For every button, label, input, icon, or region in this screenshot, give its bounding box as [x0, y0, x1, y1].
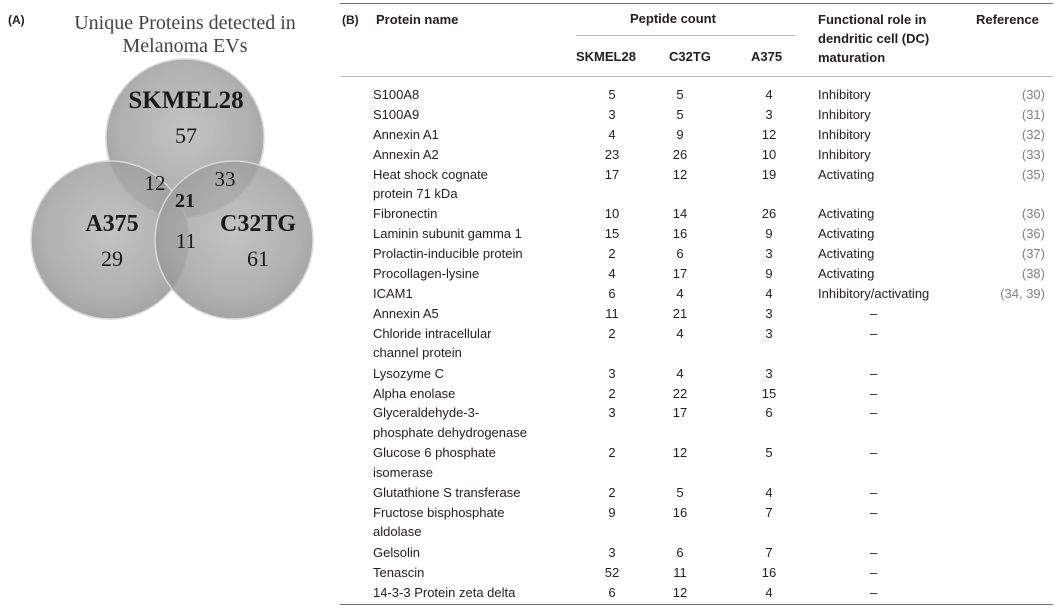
protein-name: Annexin A1 [373, 126, 439, 142]
peptide-count-c32tg: 5 [676, 106, 684, 122]
peptide-count-c32tg: 17 [672, 266, 688, 282]
header-protein-name: Protein name [376, 12, 459, 27]
functional-role: – [870, 325, 878, 341]
table-bottom-rule [340, 604, 1053, 605]
peptide-count-skmel28: 2 [608, 485, 616, 500]
peptide-count-c32tg: 12 [672, 445, 688, 461]
peptide-count-c32tg: 21 [672, 305, 688, 321]
protein-name: protein 71 kDa [373, 185, 458, 201]
functional-role: Activating [818, 166, 875, 182]
protein-name: Glutathione S transferase [373, 485, 521, 500]
reference-citation: (38) [1021, 266, 1045, 282]
protein-name: S100A9 [373, 106, 420, 122]
functional-role: Inhibitory [818, 87, 871, 102]
functional-role: Inhibitory [818, 126, 871, 142]
protein-name: Gelsolin [373, 544, 420, 560]
peptide-count-c32tg: 6 [676, 246, 684, 262]
protein-name: aldolase [373, 524, 422, 540]
peptide-count-skmel28: 2 [608, 445, 616, 461]
venn-diagram [0, 0, 340, 330]
protein-name: Procollagen-lysine [373, 266, 480, 282]
peptide-count-c32tg: 4 [676, 365, 684, 381]
functional-role: Activating [818, 206, 875, 222]
peptide-count-skmel28: 15 [604, 226, 620, 242]
peptide-count-a375: 3 [765, 106, 773, 122]
protein-name: Fibronectin [373, 206, 438, 222]
functional-role: Activating [818, 246, 875, 262]
peptide-count-skmel28: 52 [604, 564, 620, 580]
peptide-count-skmel28: 2 [608, 325, 616, 341]
venn-set-skmel28: SKMEL28 [128, 87, 244, 114]
venn-title-line-2: Melanoma EVs [122, 35, 248, 57]
peptide-count-skmel28: 3 [608, 365, 616, 381]
protein-name: ICAM1 [373, 286, 413, 301]
protein-name: Laminin subunit gamma 1 [373, 226, 522, 242]
peptide-count-skmel28: 9 [608, 504, 616, 520]
peptide-count-c32tg: 5 [676, 485, 684, 500]
peptide-count-skmel28: 2 [608, 385, 616, 401]
peptide-count-c32tg: 6 [676, 544, 684, 560]
peptide-count-skmel28: 11 [605, 305, 619, 321]
peptide-count-a375: 16 [761, 564, 777, 580]
panel-a-label: (A) [8, 13, 25, 27]
venn-set-c32tg: C32TG [219, 211, 297, 237]
peptide-count-a375: 4 [765, 584, 773, 600]
header-role-line-1: Functional role in [818, 12, 927, 27]
venn-value-skmel28-c32tg: 33 [214, 167, 236, 191]
peptide-count-a375: 19 [761, 166, 777, 182]
peptide-count-a375: 12 [761, 126, 777, 142]
protein-name: Glyceraldehyde-3- [373, 405, 480, 421]
peptide-count-a375: 3 [765, 305, 773, 321]
peptide-count-a375: 9 [765, 226, 773, 242]
functional-role: – [870, 305, 878, 321]
reference-citation: (31) [1021, 106, 1045, 122]
peptide-count-a375: 3 [765, 365, 773, 381]
peptide-count-c32tg: 12 [672, 166, 688, 182]
peptide-count-skmel28: 6 [608, 286, 616, 301]
peptide-count-c32tg: 22 [672, 385, 688, 401]
functional-role: Activating [818, 226, 875, 242]
peptide-count-c32tg: 12 [672, 584, 688, 600]
protein-name: 14-3-3 Protein zeta delta [373, 584, 516, 600]
reference-citation: (30) [1021, 87, 1045, 102]
peptide-count-skmel28: 6 [608, 584, 616, 600]
panel-b-label: (B) [342, 13, 359, 27]
peptide-count-a375: 4 [765, 485, 773, 500]
table-top-rule [340, 3, 1053, 4]
peptide-count-a375: 4 [765, 286, 773, 301]
peptide-count-skmel28: 23 [604, 146, 620, 162]
protein-name: Heat shock cognate [373, 166, 488, 182]
peptide-count-a375: 15 [761, 385, 777, 401]
header-reference: Reference [976, 12, 1039, 27]
functional-role: – [870, 485, 878, 500]
peptide-count-c32tg: 9 [676, 126, 684, 142]
peptide-count-c32tg: 16 [672, 226, 688, 242]
header-role-line-2: dendritic cell (DC) [818, 31, 930, 46]
protein-name: isomerase [373, 464, 433, 480]
peptide-count-a375: 4 [765, 87, 773, 102]
peptide-count-skmel28: 17 [604, 166, 620, 182]
functional-role: – [870, 564, 878, 580]
functional-role: Inhibitory [818, 106, 871, 122]
protein-name: Glucose 6 phosphate [373, 445, 496, 461]
peptide-count-skmel28: 3 [608, 106, 616, 122]
peptide-count-a375: 3 [765, 325, 773, 341]
functional-role: – [870, 385, 878, 401]
venn-value-a375-c32tg: 11 [175, 229, 197, 253]
peptide-count-c32tg: 4 [676, 286, 684, 301]
peptide-count-a375: 3 [765, 246, 773, 262]
peptide-count-a375: 10 [761, 146, 777, 162]
header-a375: A375 [751, 49, 783, 64]
functional-role: – [870, 445, 878, 461]
header-c32tg: C32TG [669, 49, 711, 64]
venn-value-only-a375: 29 [101, 246, 123, 271]
reference-citation: (34, 39) [1000, 286, 1045, 301]
protein-name: Chloride intracellular [373, 325, 492, 341]
reference-citation: (32) [1021, 126, 1045, 142]
peptide-count-a375: 7 [765, 544, 773, 560]
peptide-count-c32tg: 26 [672, 146, 688, 162]
functional-role: Activating [818, 266, 875, 282]
peptide-count-a375: 5 [765, 445, 773, 461]
peptide-count-skmel28: 3 [608, 405, 616, 421]
venn-value-all-three: 21 [175, 190, 195, 212]
peptide-count-c32tg: 5 [676, 87, 684, 102]
reference-citation: (36) [1021, 206, 1045, 222]
protein-name: channel protein [373, 345, 462, 361]
functional-role: – [870, 584, 878, 600]
venn-value-only-skmel28: 57 [175, 123, 197, 148]
peptide-count-rule [576, 35, 796, 36]
reference-citation: (35) [1021, 166, 1045, 182]
venn-set-a375: A375 [85, 211, 139, 237]
peptide-count-c32tg: 4 [676, 325, 684, 341]
header-role-line-3: maturation [818, 50, 886, 65]
protein-name: Annexin A2 [373, 146, 439, 162]
reference-citation: (37) [1021, 246, 1045, 262]
peptide-count-skmel28: 4 [608, 266, 616, 282]
peptide-count-skmel28: 5 [608, 87, 616, 102]
protein-name: Fructose bisphosphate [373, 504, 505, 520]
peptide-count-skmel28: 3 [608, 544, 616, 560]
functional-role: – [870, 504, 878, 520]
protein-name: S100A8 [373, 87, 420, 102]
venn-title-line-1: Unique Proteins detected in [74, 12, 296, 34]
peptide-count-skmel28: 2 [608, 246, 616, 262]
peptide-count-c32tg: 16 [672, 504, 688, 520]
peptide-count-skmel28: 4 [608, 126, 616, 142]
header-bottom-rule [340, 76, 1053, 77]
header-peptide-count: Peptide count [630, 11, 716, 26]
protein-name: Tenascin [373, 564, 425, 580]
venn-value-only-c32tg: 61 [247, 246, 269, 271]
peptide-count-c32tg: 17 [672, 405, 688, 421]
functional-role: Inhibitory/activating [818, 286, 930, 301]
peptide-count-c32tg: 11 [673, 564, 687, 580]
functional-role: – [870, 544, 878, 560]
functional-role: – [870, 365, 878, 381]
protein-name: phosphate dehydrogenase [373, 424, 527, 440]
header-skmel28: SKMEL28 [576, 49, 636, 64]
venn-value-skmel28-a375: 12 [144, 171, 166, 195]
protein-name: Lysozyme C [373, 365, 445, 381]
peptide-count-skmel28: 10 [604, 206, 620, 222]
reference-citation: (33) [1021, 146, 1045, 162]
protein-name: Annexin A5 [373, 305, 439, 321]
peptide-count-a375: 7 [765, 504, 773, 520]
reference-citation: (36) [1021, 226, 1045, 242]
peptide-count-a375: 9 [765, 266, 773, 282]
peptide-count-a375: 26 [761, 206, 777, 222]
protein-name: Prolactin-inducible protein [373, 246, 523, 262]
functional-role: Inhibitory [818, 146, 871, 162]
peptide-count-c32tg: 14 [672, 206, 688, 222]
peptide-count-a375: 6 [765, 405, 773, 421]
functional-role: – [870, 405, 878, 421]
protein-name: Alpha enolase [373, 385, 456, 401]
